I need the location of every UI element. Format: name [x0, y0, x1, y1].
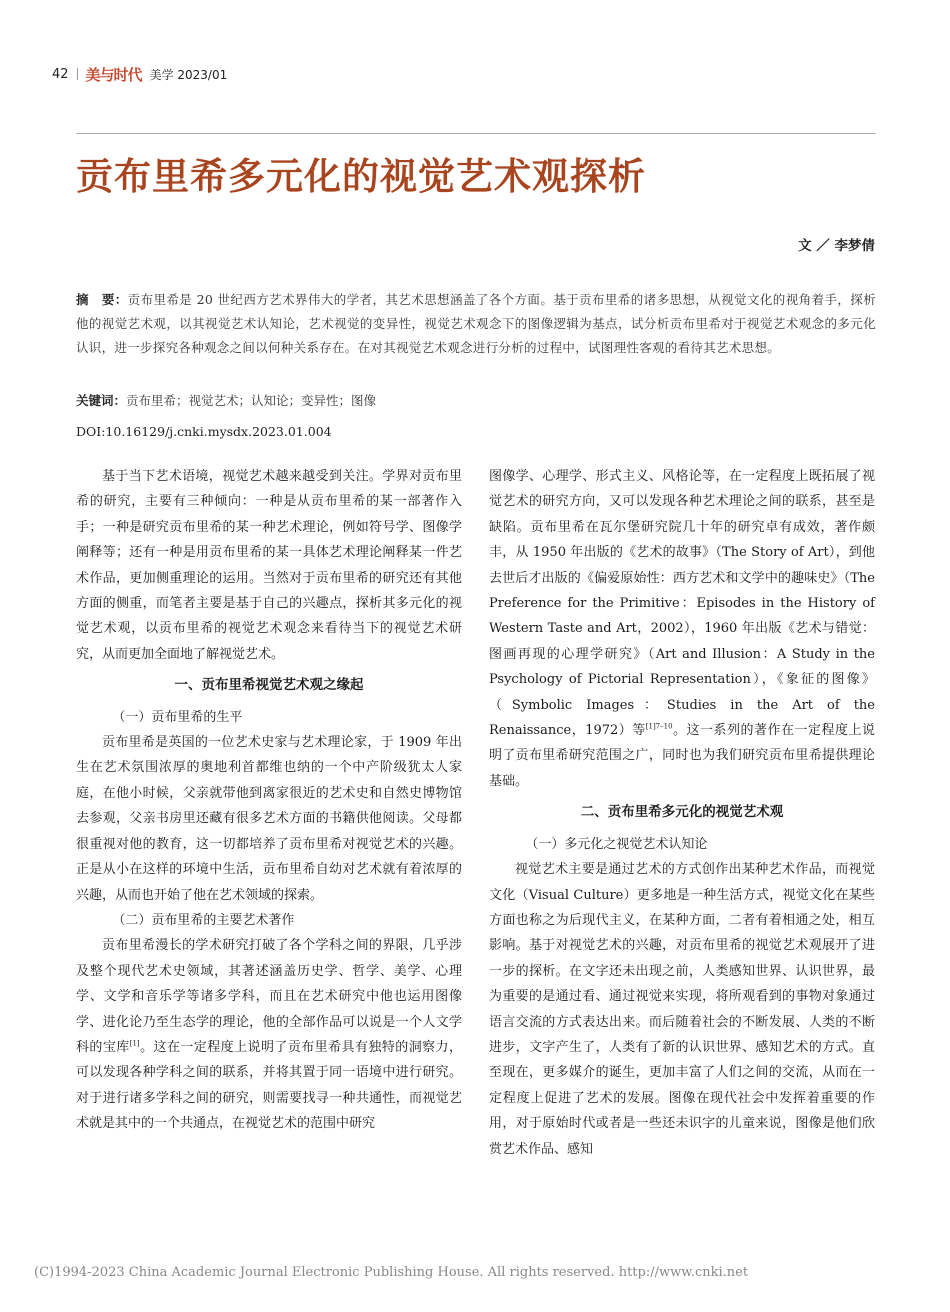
copyright-footer: (C)1994-2023 China Academic Journal Electronic Publishing House. All rights reserved. http://www.cnki.net: [34, 1265, 749, 1280]
running-header: [52, 64, 227, 84]
title-rule: [76, 133, 876, 134]
paragraph-cognition: 视觉艺术主要是通过艺术的方式创作出某种艺术作品，而视觉文化（Visual Culture）更多地是一种生活方式，视觉文化在某些方面也称之为后现代主义，在某种方面，二者有着相通之处，相互影响。基于对视觉艺术的兴趣，对贡布里希的视觉艺术观展开了进一步的探析。在文字还未出现之前，人类感知世界、认识世界，最为重要的是通过看、通过视觉来实现，将所观看到的事物对象通过语言交流的方式表达出来。而后随着社会的不断发展、人类的不断进步，文字产生了，人类有了新的认识世界、感知艺术的方式。直至现在，更多媒介的诞生，更加丰富了人们之间的交流，从而在一定程度上促进了艺术的发展。图像在现代社会中发挥着重要的作用，对于原始时代或者是一些还未识字的儿童来说，图像是他们欣赏艺术作品、感知: [489, 862, 875, 1157]
left-column: [76, 464, 462, 1137]
issue-label: 美学 2023/01: [149, 67, 228, 82]
keywords-text: 贡布里希；视觉艺术；认知论；变异性；图像: [126, 393, 377, 408]
paragraph-works-continued: [489, 464, 875, 794]
section-heading-2: 二、贡布里希多元化的视觉艺术观: [580, 804, 784, 821]
citation: [1]7–10: [645, 722, 673, 731]
citation: [1]: [129, 1039, 140, 1048]
article-title: 贡布里希多元化的视觉艺术观探析: [76, 155, 646, 198]
header-divider: [77, 68, 78, 80]
doi: DOI:10.16129/j.cnki.mysdx.2023.01.004: [76, 424, 332, 439]
paragraph-biography: 贡布里希是英国的一位艺术史家与艺术理论家，于 1909 年出生在艺术氛围浓厚的奥地利首都维也纳的一个中产阶级犹太人家庭，在他小时候，父亲就带他到离家很近的艺术史和自然史博物馆去参观，父亲书房里还藏有很多艺术方面的书籍供他阅读。父母都很重视对他的教育，这一切都培养了贡布里希对视觉艺术的兴趣。正是从小在这样的环境中生活，贡布里希自幼对艺术就有着浓厚的兴趣，从而也开始了他在艺术领域的探索。: [76, 735, 462, 903]
page-number: 42: [52, 66, 69, 82]
paragraph-works-text-a: 贡布里希漫长的学术研究打破了各个学科之间的界限，几乎涉及整个现代艺术史领域，其著述涵盖历史学、哲学、美学、心理学、文学和音乐学等诸多学科，而且在艺术研究中他也运用图像学、进化论乃至生态学的理论，他的全部作品可以说是一个人文学科的宝库: [76, 938, 462, 1055]
abstract-label: 摘 要：: [76, 292, 128, 307]
section-heading-1: 一、贡布里希视觉艺术观之缘起: [174, 677, 364, 694]
abstract-text: 贡布里希是 20 世纪西方艺术界伟大的学者，其艺术思想涵盖了各个方面。基于贡布里希的诸多思想，从视觉文化的视角着手，探析他的视觉艺术观，以其视觉艺术认知论，艺术视觉的变异性，视觉艺术观念下的图像逻辑为基点，试分析贡布里希对于视觉艺术观念的多元化认识，进一步探究各种观念之间以何种关系存在。在对其视觉艺术观念进行分析的过程中，试图理性客观的看待其艺术思想。: [76, 292, 876, 355]
paragraph-intro: 基于当下艺术语境，视觉艺术越来越受到关注。学界对贡布里希的研究，主要有三种倾向：一种是从贡布里希的某一部著作入手；一种是研究贡布里希的某一种艺术理论，例如符号学、图像学阐释等；还有一种是用贡布里希的某一具体艺术理论阐释某一件艺术作品，更加侧重理论的运用。当然对于贡布里希的研究还有其他方面的侧重，而笔者主要是基于自己的兴趣点，探析其多元化的视觉艺术观，以贡布里希的视觉艺术观念来看待当下的视觉艺术研究，从而更加全面地了解视觉艺术。: [76, 469, 462, 662]
right-column: [489, 464, 875, 1162]
subsection-heading-2-1: （一）多元化之视觉艺术认知论: [525, 836, 708, 852]
paragraph-works-continued-text-a: 图像学、心理学、形式主义、风格论等，在一定程度上既拓展了视觉艺术的研究方向，又可以发现各种艺术理论之间的联系，甚至是缺陷。贡布里希在瓦尔堡研究院几十年的研究卓有成效，著作颇丰，从 1950 年出版的《艺术的故事》（The Story of Art），到他去世后才出版的《偏爱原始性：西方艺术和文学中的趣味史》（The Preference for the Primitive：Episodes in the History of Western Taste and Art，2002），1960 年出版《艺术与错觉：图画再现的心理学研究》（Art and Illusion：A Study in the Psychology of Pictorial Representation），《象征的图像》（Symbolic Images：Studies in the Art of the Renaissance，1972）等: [489, 469, 875, 739]
paragraph-works: [76, 933, 462, 1136]
journal-logo: 美与时代: [85, 65, 142, 84]
subsection-heading-1-2: （二）贡布里希的主要艺术著作: [112, 912, 295, 928]
author-line: 文 ／ 李梦倩: [798, 238, 875, 254]
subsection-heading-1-1: （一）贡布里希的生平: [112, 709, 243, 725]
keywords-label: 关键词：: [76, 393, 127, 408]
keywords: [76, 389, 876, 413]
paragraph-works-text-b: 。这在一定程度上说明了贡布里希具有独特的洞察力，可以发现各种学科之间的联系，并将其置于同一语境中进行研究。对于进行诸多学科之间的研究，则需要找寻一种共通性，而视觉艺术就是其中的一个共通点，在视觉艺术的范围中研究: [76, 1039, 462, 1132]
paragraph-works-continued-text-b: 。这一系列的著作在一定程度上说明了贡布里希研究范围之广，同时也为我们研究贡布里希提供理论基础。: [489, 723, 875, 789]
abstract: [76, 288, 876, 360]
